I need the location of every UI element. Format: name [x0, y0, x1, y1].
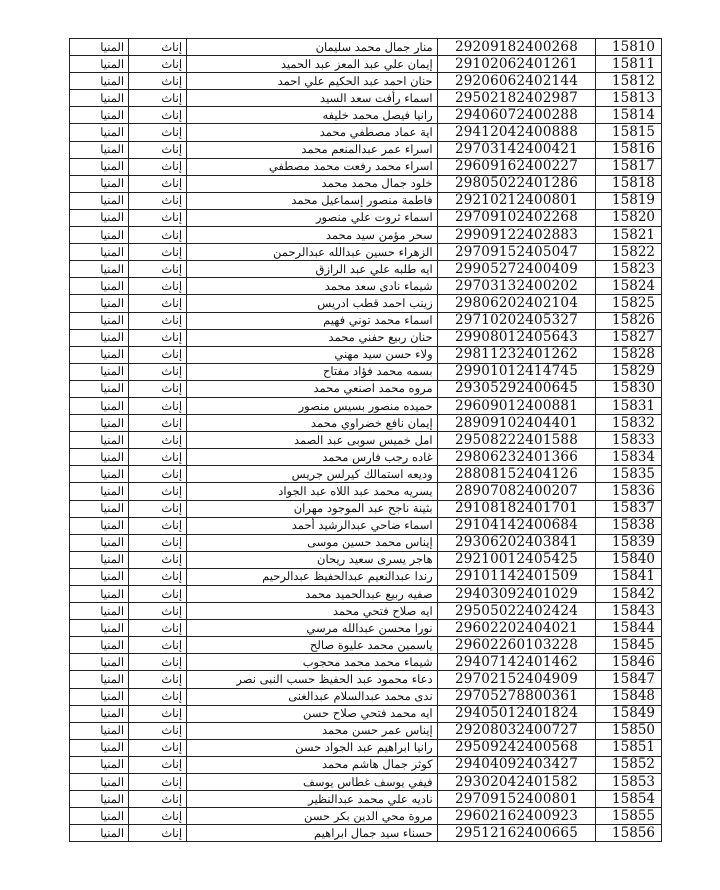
table-row — [70, 278, 662, 295]
governorate-cell: المنيا — [70, 432, 129, 449]
serial-number-cell: 15823 — [596, 261, 662, 278]
governorate-cell: المنيا — [70, 705, 129, 722]
table-row — [70, 603, 662, 620]
serial-number-cell: 15818 — [596, 175, 662, 192]
governorate-cell: المنيا — [70, 620, 129, 637]
gender-cell: إناث — [129, 397, 187, 414]
gender-cell: إناث — [129, 295, 187, 312]
name-cell: فيفي يوسف غطاس يوسف — [187, 774, 438, 791]
governorate-cell: المنيا — [70, 825, 129, 842]
national-id-cell: 29703142400421 — [437, 141, 596, 158]
national-id-cell: 29709102402268 — [437, 209, 596, 226]
governorate-cell: المنيا — [70, 124, 129, 141]
serial-number-cell: 15856 — [596, 825, 662, 842]
gender-cell: إناث — [129, 688, 187, 705]
table-row — [70, 175, 662, 192]
gender-cell: إناث — [129, 39, 187, 56]
governorate-cell: المنيا — [70, 774, 129, 791]
national-id-cell: 28909102404401 — [437, 415, 596, 432]
name-cell: شيماء محمد محمد محجوب — [187, 654, 438, 671]
national-id-cell: 29609012400881 — [437, 397, 596, 414]
table-row — [70, 397, 662, 414]
gender-cell: إناث — [129, 654, 187, 671]
serial-number-cell: 15849 — [596, 705, 662, 722]
table-row — [70, 534, 662, 551]
table-row — [70, 244, 662, 261]
serial-number-cell: 15852 — [596, 756, 662, 773]
gender-cell: إناث — [129, 671, 187, 688]
name-cell: إيناس عمر حسن محمد — [187, 722, 438, 739]
gender-cell: إناث — [129, 568, 187, 585]
governorate-cell: المنيا — [70, 739, 129, 756]
national-id-cell: 29905272400409 — [437, 261, 596, 278]
table-row — [70, 295, 662, 312]
serial-number-cell: 15810 — [596, 39, 662, 56]
national-id-cell: 29909122402883 — [437, 227, 596, 244]
national-id-cell: 29102062401261 — [437, 56, 596, 73]
name-cell: غاده رجب فارس محمد — [187, 449, 438, 466]
table-row — [70, 346, 662, 363]
name-cell: فاطمة منصور إسماعيل محمد — [187, 192, 438, 209]
gender-cell: إناث — [129, 500, 187, 517]
name-cell: حنان احمد عبد الحكيم علي احمد — [187, 73, 438, 90]
national-id-cell: 29705278800361 — [437, 688, 596, 705]
gender-cell: إناث — [129, 141, 187, 158]
name-cell: زينب احمد قطب ادريس — [187, 295, 438, 312]
gender-cell: إناث — [129, 346, 187, 363]
serial-number-cell: 15827 — [596, 329, 662, 346]
governorate-cell: المنيا — [70, 244, 129, 261]
name-cell: مروة محي الدين بكر حسن — [187, 808, 438, 825]
name-cell: حسناء سيد جمال ابراهيم — [187, 825, 438, 842]
table-row — [70, 620, 662, 637]
gender-cell: إناث — [129, 808, 187, 825]
gender-cell: إناث — [129, 415, 187, 432]
serial-number-cell: 15829 — [596, 363, 662, 380]
serial-number-cell: 15811 — [596, 56, 662, 73]
serial-number-cell: 15812 — [596, 73, 662, 90]
gender-cell: إناث — [129, 722, 187, 739]
table-row — [70, 756, 662, 773]
name-cell: اسراء عمر عبدالمنعم محمد — [187, 141, 438, 158]
national-id-cell: 29806202402104 — [437, 295, 596, 312]
gender-cell: إناث — [129, 158, 187, 175]
serial-number-cell: 15846 — [596, 654, 662, 671]
table-row — [70, 483, 662, 500]
name-cell: اسراء محمد رفعت محمد مصطفي — [187, 158, 438, 175]
table-row — [70, 90, 662, 107]
governorate-cell: المنيا — [70, 158, 129, 175]
serial-number-cell: 15840 — [596, 551, 662, 568]
governorate-cell: المنيا — [70, 722, 129, 739]
governorate-cell: المنيا — [70, 791, 129, 808]
name-cell: دعاء محمود عبد الحفيظ حسب النبى نصر — [187, 671, 438, 688]
serial-number-cell: 15821 — [596, 227, 662, 244]
gender-cell: إناث — [129, 107, 187, 124]
governorate-cell: المنيا — [70, 586, 129, 603]
serial-number-cell: 15830 — [596, 380, 662, 397]
gender-cell: إناث — [129, 449, 187, 466]
table-row — [70, 825, 662, 842]
gender-cell: إناث — [129, 56, 187, 73]
name-cell: اسماء ثروت علي منصور — [187, 209, 438, 226]
name-cell: مروه محمد اصنعي محمد — [187, 380, 438, 397]
name-cell: إيناس محمد حسين موسى — [187, 534, 438, 551]
name-cell: رندا عبدالنعيم عبدالحفيظ عبدالرحيم — [187, 568, 438, 585]
governorate-cell: المنيا — [70, 39, 129, 56]
national-id-cell: 28808152404126 — [437, 466, 596, 483]
serial-number-cell: 15839 — [596, 534, 662, 551]
national-id-cell: 29502182402987 — [437, 90, 596, 107]
serial-number-cell: 15845 — [596, 637, 662, 654]
national-id-cell: 29208032400727 — [437, 722, 596, 739]
governorate-cell: المنيا — [70, 671, 129, 688]
governorate-cell: المنيا — [70, 380, 129, 397]
table-row — [70, 363, 662, 380]
national-id-cell: 29412042400888 — [437, 124, 596, 141]
gender-cell: إناث — [129, 483, 187, 500]
records-table-body — [70, 39, 662, 842]
national-id-cell: 29108182401701 — [437, 500, 596, 517]
serial-number-cell: 15838 — [596, 517, 662, 534]
serial-number-cell: 15837 — [596, 500, 662, 517]
gender-cell: إناث — [129, 825, 187, 842]
name-cell: يسريه محمد عبد اللاه عبد الجواد — [187, 483, 438, 500]
table-row — [70, 141, 662, 158]
governorate-cell: المنيا — [70, 261, 129, 278]
gender-cell: إناث — [129, 363, 187, 380]
table-row — [70, 791, 662, 808]
governorate-cell: المنيا — [70, 654, 129, 671]
gender-cell: إناث — [129, 466, 187, 483]
national-id-cell: 29302042401582 — [437, 774, 596, 791]
national-id-cell: 29210212400801 — [437, 192, 596, 209]
national-id-cell: 29508222401588 — [437, 432, 596, 449]
table-row — [70, 380, 662, 397]
table-row — [70, 56, 662, 73]
governorate-cell: المنيا — [70, 141, 129, 158]
national-id-cell: 29403092401029 — [437, 586, 596, 603]
name-cell: ولاء حسن سيد مهني — [187, 346, 438, 363]
governorate-cell: المنيا — [70, 175, 129, 192]
national-id-cell: 29702152404909 — [437, 671, 596, 688]
gender-cell: إناث — [129, 192, 187, 209]
name-cell: حميده منصور بسيس منصور — [187, 397, 438, 414]
national-id-cell: 29405012401824 — [437, 705, 596, 722]
serial-number-cell: 15813 — [596, 90, 662, 107]
serial-number-cell: 15828 — [596, 346, 662, 363]
gender-cell: إناث — [129, 739, 187, 756]
serial-number-cell: 15814 — [596, 107, 662, 124]
national-id-cell: 29703132400202 — [437, 278, 596, 295]
serial-number-cell: 15826 — [596, 312, 662, 329]
table-row — [70, 568, 662, 585]
national-id-cell: 29404092403427 — [437, 756, 596, 773]
name-cell: سحر مؤمن سيد محمد — [187, 227, 438, 244]
name-cell: هاجر يسرى سعيد ريحان — [187, 551, 438, 568]
national-id-cell: 29709152400801 — [437, 791, 596, 808]
gender-cell: إناث — [129, 278, 187, 295]
name-cell: ايه طلبه علي عبد الرازق — [187, 261, 438, 278]
serial-number-cell: 15853 — [596, 774, 662, 791]
table-row — [70, 586, 662, 603]
gender-cell: إناث — [129, 603, 187, 620]
serial-number-cell: 15847 — [596, 671, 662, 688]
governorate-cell: المنيا — [70, 449, 129, 466]
governorate-cell: المنيا — [70, 756, 129, 773]
name-cell: شيماء نادى سعد محمد — [187, 278, 438, 295]
governorate-cell: المنيا — [70, 568, 129, 585]
name-cell: ناديه علي محمد عبدالنظير — [187, 791, 438, 808]
governorate-cell: المنيا — [70, 517, 129, 534]
serial-number-cell: 15842 — [596, 586, 662, 603]
name-cell: منار جمال محمد سليمان — [187, 39, 438, 56]
national-id-cell: 29305292400645 — [437, 380, 596, 397]
gender-cell: إناث — [129, 791, 187, 808]
gender-cell: إناث — [129, 534, 187, 551]
records-table — [69, 38, 662, 842]
table-row — [70, 808, 662, 825]
table-row — [70, 671, 662, 688]
national-id-cell: 29210012405425 — [437, 551, 596, 568]
serial-number-cell: 15843 — [596, 603, 662, 620]
governorate-cell: المنيا — [70, 90, 129, 107]
national-id-cell: 29512162400665 — [437, 825, 596, 842]
national-id-cell: 29505022402424 — [437, 603, 596, 620]
national-id-cell: 29509242400568 — [437, 739, 596, 756]
table-row — [70, 722, 662, 739]
national-id-cell: 29306202403841 — [437, 534, 596, 551]
table-row — [70, 739, 662, 756]
governorate-cell: المنيا — [70, 603, 129, 620]
table-row — [70, 654, 662, 671]
table-row — [70, 209, 662, 226]
gender-cell: إناث — [129, 209, 187, 226]
governorate-cell: المنيا — [70, 534, 129, 551]
national-id-cell: 29101142401509 — [437, 568, 596, 585]
national-id-cell: 29710202405327 — [437, 312, 596, 329]
national-id-cell: 29908012405643 — [437, 329, 596, 346]
gender-cell: إناث — [129, 380, 187, 397]
governorate-cell: المنيا — [70, 73, 129, 90]
name-cell: إيمان نافع خضراوي محمد — [187, 415, 438, 432]
gender-cell: إناث — [129, 175, 187, 192]
name-cell: إيمان علي عبد المعز عبد الحميد — [187, 56, 438, 73]
gender-cell: إناث — [129, 774, 187, 791]
table-row — [70, 39, 662, 56]
serial-number-cell: 15844 — [596, 620, 662, 637]
national-id-cell: 29602162400923 — [437, 808, 596, 825]
name-cell: بثينة ناجح عبد الموجود مهران — [187, 500, 438, 517]
serial-number-cell: 15822 — [596, 244, 662, 261]
serial-number-cell: 15854 — [596, 791, 662, 808]
governorate-cell: المنيا — [70, 295, 129, 312]
national-id-cell: 29806232401366 — [437, 449, 596, 466]
national-id-cell: 29407142401462 — [437, 654, 596, 671]
name-cell: صفيه ربيع عبدالحميد محمد — [187, 586, 438, 603]
name-cell: حنان ربيع حفني محمد — [187, 329, 438, 346]
table-row — [70, 415, 662, 432]
table-row — [70, 637, 662, 654]
name-cell: ايه محمد فتحي صلاح حسن — [187, 705, 438, 722]
gender-cell: إناث — [129, 551, 187, 568]
governorate-cell: المنيا — [70, 329, 129, 346]
name-cell: رانيا فيصل محمد خليفه — [187, 107, 438, 124]
serial-number-cell: 15820 — [596, 209, 662, 226]
table-row — [70, 449, 662, 466]
name-cell: اية عماد مصطفي محمد — [187, 124, 438, 141]
serial-number-cell: 15832 — [596, 415, 662, 432]
serial-number-cell: 15816 — [596, 141, 662, 158]
name-cell: وديعه استمالك كيرلس جريس — [187, 466, 438, 483]
governorate-cell: المنيا — [70, 415, 129, 432]
name-cell: بسمه محمد فؤاد مفتاح — [187, 363, 438, 380]
gender-cell: إناث — [129, 261, 187, 278]
governorate-cell: المنيا — [70, 209, 129, 226]
serial-number-cell: 15819 — [596, 192, 662, 209]
name-cell: رانيا ابراهيم عبد الجواد حسن — [187, 739, 438, 756]
governorate-cell: المنيا — [70, 483, 129, 500]
gender-cell: إناث — [129, 756, 187, 773]
national-id-cell: 29901012414745 — [437, 363, 596, 380]
table-row — [70, 227, 662, 244]
serial-number-cell: 15825 — [596, 295, 662, 312]
table-row — [70, 192, 662, 209]
national-id-cell: 29602202404021 — [437, 620, 596, 637]
name-cell: اسماء رأفت سعد السيد — [187, 90, 438, 107]
table-row — [70, 107, 662, 124]
serial-number-cell: 15836 — [596, 483, 662, 500]
gender-cell: إناث — [129, 517, 187, 534]
name-cell: خلود جمال محمد محمد — [187, 175, 438, 192]
national-id-cell: 29406072400288 — [437, 107, 596, 124]
table-row — [70, 517, 662, 534]
national-id-cell: 29104142400684 — [437, 517, 596, 534]
serial-number-cell: 15841 — [596, 568, 662, 585]
governorate-cell: المنيا — [70, 312, 129, 329]
name-cell: امل خميس سوبى عبد الصمد — [187, 432, 438, 449]
table-row — [70, 158, 662, 175]
table-row — [70, 774, 662, 791]
name-cell: كوثر جمال هاشم محمد — [187, 756, 438, 773]
national-id-cell: 29709152405047 — [437, 244, 596, 261]
gender-cell: إناث — [129, 329, 187, 346]
table-row — [70, 329, 662, 346]
table-row — [70, 432, 662, 449]
name-cell: الزهراء حسين عبدالله عبدالرحمن — [187, 244, 438, 261]
gender-cell: إناث — [129, 227, 187, 244]
gender-cell: إناث — [129, 620, 187, 637]
name-cell: ياسمين محمد عليوة صالح — [187, 637, 438, 654]
serial-number-cell: 15848 — [596, 688, 662, 705]
name-cell: نورا محسن عبدالله مرسي — [187, 620, 438, 637]
national-id-cell: 29209182400268 — [437, 39, 596, 56]
governorate-cell: المنيا — [70, 363, 129, 380]
governorate-cell: المنيا — [70, 808, 129, 825]
governorate-cell: المنيا — [70, 56, 129, 73]
gender-cell: إناث — [129, 124, 187, 141]
gender-cell: إناث — [129, 90, 187, 107]
governorate-cell: المنيا — [70, 397, 129, 414]
serial-number-cell: 15815 — [596, 124, 662, 141]
governorate-cell: المنيا — [70, 107, 129, 124]
name-cell: اسماء محمد توني فهيم — [187, 312, 438, 329]
governorate-cell: المنيا — [70, 500, 129, 517]
table-row — [70, 124, 662, 141]
table-row — [70, 688, 662, 705]
governorate-cell: المنيا — [70, 551, 129, 568]
serial-number-cell: 15851 — [596, 739, 662, 756]
gender-cell: إناث — [129, 432, 187, 449]
serial-number-cell: 15850 — [596, 722, 662, 739]
national-id-cell: 29609162400227 — [437, 158, 596, 175]
governorate-cell: المنيا — [70, 192, 129, 209]
table-row — [70, 73, 662, 90]
serial-number-cell: 15855 — [596, 808, 662, 825]
governorate-cell: المنيا — [70, 346, 129, 363]
gender-cell: إناث — [129, 73, 187, 90]
gender-cell: إناث — [129, 312, 187, 329]
table-row — [70, 466, 662, 483]
serial-number-cell: 15835 — [596, 466, 662, 483]
national-id-cell: 29206062402144 — [437, 73, 596, 90]
table-row — [70, 500, 662, 517]
governorate-cell: المنيا — [70, 637, 129, 654]
governorate-cell: المنيا — [70, 688, 129, 705]
serial-number-cell: 15817 — [596, 158, 662, 175]
gender-cell: إناث — [129, 705, 187, 722]
name-cell: اسماء ضاحي عبدالرشيد أحمد — [187, 517, 438, 534]
name-cell: ايه صلاح فتحي محمد — [187, 603, 438, 620]
table-row — [70, 705, 662, 722]
gender-cell: إناث — [129, 637, 187, 654]
table-row — [70, 261, 662, 278]
name-cell: ندى محمد عبدالسلام عبدالغنى — [187, 688, 438, 705]
national-id-cell: 29811232401262 — [437, 346, 596, 363]
serial-number-cell: 15833 — [596, 432, 662, 449]
national-id-cell: 28907082400207 — [437, 483, 596, 500]
table-row — [70, 551, 662, 568]
serial-number-cell: 15831 — [596, 397, 662, 414]
governorate-cell: المنيا — [70, 227, 129, 244]
national-id-cell: 29805022401286 — [437, 175, 596, 192]
governorate-cell: المنيا — [70, 278, 129, 295]
governorate-cell: المنيا — [70, 466, 129, 483]
national-id-cell: 29602260103228 — [437, 637, 596, 654]
gender-cell: إناث — [129, 244, 187, 261]
table-row — [70, 312, 662, 329]
gender-cell: إناث — [129, 586, 187, 603]
serial-number-cell: 15834 — [596, 449, 662, 466]
serial-number-cell: 15824 — [596, 278, 662, 295]
